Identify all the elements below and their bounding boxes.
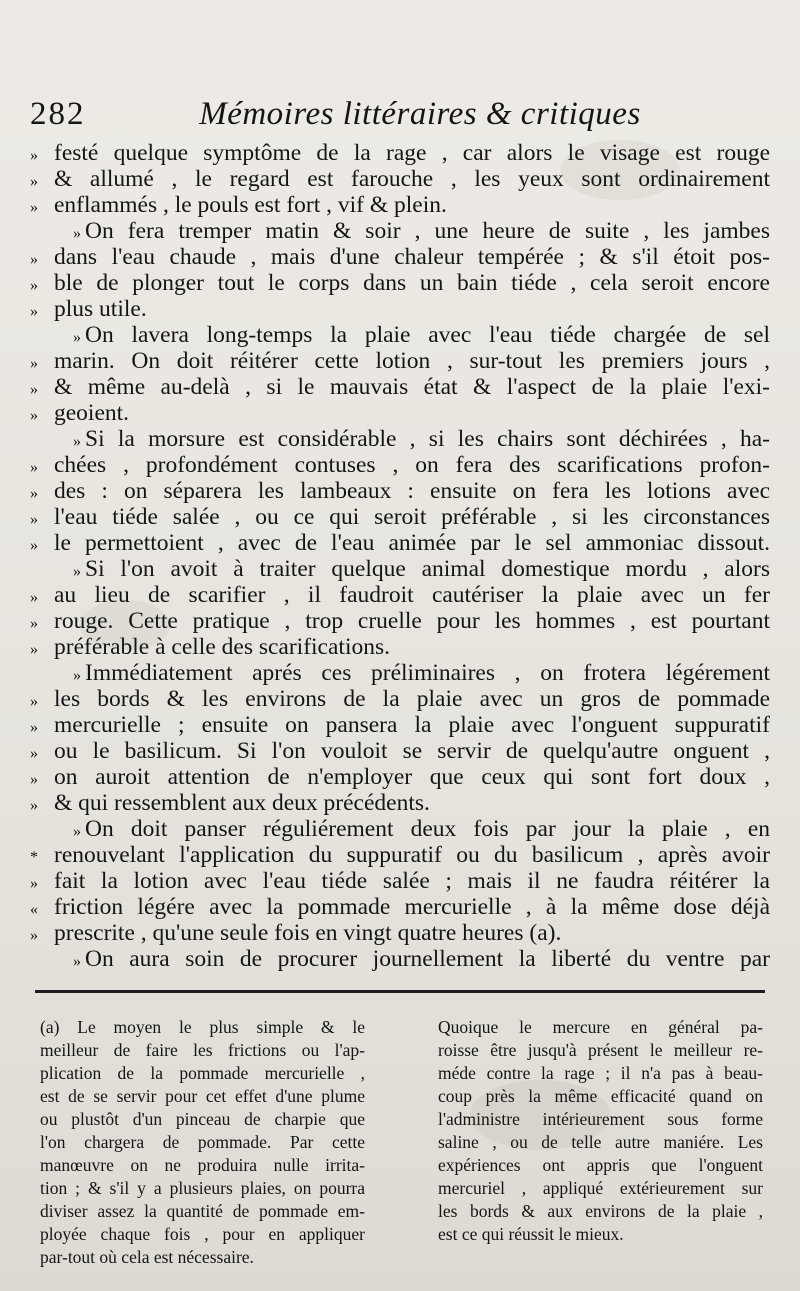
text-line [30,426,770,452]
footnote-line: mercuriel , appliqué extérieurement sur [438,1178,763,1198]
quote-mark: » [73,329,81,346]
text-line [30,582,770,608]
text-line [30,712,770,738]
quote-mark: » [30,927,38,944]
footnote-left-column [40,1016,365,1269]
quote-mark: » [30,459,38,476]
footnote-line: coup près la même efficacité quand on [438,1086,763,1106]
line-text: On doit panser réguliérement deux fois par jour la plaie , en [85,816,770,842]
line-text: & qui ressemblent aux deux précédents. [54,790,430,816]
quote-mark: » [73,433,81,450]
quote-mark: » [73,563,81,580]
text-line [30,192,770,218]
quote-mark: » [30,745,38,762]
text-line [30,920,770,946]
footnote-line: méde contre la rage ; il n'a pas à beau- [438,1063,763,1083]
text-line [30,634,770,660]
text-line [30,530,770,556]
quote-mark: » [73,823,81,840]
quote-mark: » [30,875,38,892]
footnote-line: tion ; & s'il y a plusieurs plaies, on pourra [40,1178,365,1198]
footnote-rule [35,990,765,993]
text-line [30,218,770,244]
quote-mark: » [30,407,38,424]
footnote-line: l'administre intérieurement sous forme [438,1109,763,1129]
quote-mark: « [30,901,38,918]
line-text: & allumé , le regard est farouche , les yeux sont ordinairement [54,166,770,192]
line-text: chées , profondément contuses , on fera des scarifications profon- [54,452,770,478]
text-line [30,270,770,296]
line-text: au lieu de scarifier , il faudroit cautériser la plaie avec un fer [54,582,770,608]
text-line [30,842,770,868]
text-line [30,738,770,764]
quote-mark: » [30,771,38,788]
text-line [30,686,770,712]
text-line [30,946,770,972]
line-text: ble de plonger tout le corps dans un bain tiéde , cela seroit encore [54,270,770,296]
quote-mark: » [30,693,38,710]
line-text: marin. On doit réitérer cette lotion , sur-tout les premiers jours , [54,348,770,374]
line-text: on auroit attention de n'employer que ceux qui sont fort doux , [54,764,770,790]
line-text: Si l'on avoit à traiter quelque animal domestique mordu , alors [85,556,770,582]
line-text: préférable à celle des scarifications. [54,634,390,660]
text-line [30,452,770,478]
quote-mark: » [30,615,38,632]
text-line [30,296,770,322]
footnote-line: ou plustôt d'un pinceau de charpie que [40,1109,365,1129]
line-text: renouvelant l'application du suppuratif ou du basilicum , après avoir [54,842,770,868]
text-line [30,322,770,348]
line-text: mercurielle ; ensuite on pansera la plaie avec l'onguent suppuratif [54,712,770,738]
line-text: fait la lotion avec l'eau tiéde salée ; mais il ne faudra réitérer la [54,868,770,894]
quote-mark: » [73,667,81,684]
quote-mark: » [73,225,81,242]
quote-mark: » [73,953,81,970]
line-text: ou le basilicum. Si l'on vouloit se servir de quelqu'autre onguent , [54,738,770,764]
text-line [30,790,770,816]
page-number: 282 [30,96,86,132]
line-text: dans l'eau chaude , mais d'une chaleur tempérée ; & s'il étoit pos- [54,244,770,270]
page-header [30,96,770,142]
footnote-line: (a) Le moyen le plus simple & le [40,1017,365,1037]
quote-mark: » [30,173,38,190]
text-line [30,816,770,842]
line-text: geoient. [54,400,130,426]
line-text: le permettoient , avec de l'eau animée par le sel ammoniac dissout. [54,530,770,556]
line-text: des : on séparera les lambeaux : ensuite on fera les lotions avec [54,478,770,504]
footnote-line: l'on chargera de pommade. Par cette [40,1132,365,1152]
quote-mark: » [30,797,38,814]
text-line [30,608,770,634]
footnote-line: expériences ont appris que l'onguent [438,1155,763,1175]
line-text: plus utile. [54,296,147,322]
line-text: Si la morsure est considérable , si les chairs sont déchirées , ha- [85,426,770,452]
footnote-line: Quoique le mercure en général pa- [438,1017,763,1037]
footnote-line: roisse être jusqu'à présent le meilleur re- [438,1040,763,1060]
footnote-right-column [438,1016,763,1246]
text-line [30,660,770,686]
quote-mark: » [30,277,38,294]
text-line [30,400,770,426]
footnote-line: diviser assez la quantité de pommade em- [40,1201,365,1221]
line-text: l'eau tiéde salée , ou ce qui seroit préférable , si les circonstances [54,504,770,530]
footnote-line: plication de la pommade mercurielle , [40,1063,365,1083]
footnote-line: ployée chaque fois , pour en appliquer [40,1224,365,1244]
quote-mark: » [30,303,38,320]
line-text: On fera tremper matin & soir , une heure de suite , les jambes [85,218,770,244]
text-line [30,868,770,894]
quote-mark: » [30,511,38,528]
quote-mark: » [30,589,38,606]
line-text: festé quelque symptôme de la rage , car alors le visage est rouge [54,140,770,166]
quote-mark: » [30,485,38,502]
footnote-line: est ce qui réussit le mieux. [438,1224,624,1244]
footnotes [40,1016,768,1267]
footnote-line: est de se servir pour cet effet d'une plume [40,1086,365,1106]
text-line [30,478,770,504]
line-text: On aura soin de procurer journellement la liberté du ventre par [85,946,770,972]
text-line [30,166,770,192]
quote-mark: » [30,537,38,554]
line-text: & même au-delà , si le mauvais état & l'aspect de la plaie l'exi- [54,374,770,400]
text-line [30,556,770,582]
line-text: rouge. Cette pratique , trop cruelle pour les hommes , est pourtant [54,608,770,634]
line-text: Immédiatement aprés ces préliminaires , on frotera légérement [85,660,770,686]
body-text [30,140,770,972]
footnote-line: saline , ou de telle autre maniére. Les [438,1132,763,1152]
footnote-line: les bords & aux environs de la plaie , [438,1201,763,1221]
quote-mark: » [30,641,38,658]
quote-mark: » [30,355,38,372]
quote-mark: » [30,147,38,164]
text-line [30,348,770,374]
line-text: friction légére avec la pommade mercurielle , à la même dose déjà [54,894,770,920]
text-line [30,244,770,270]
text-line [30,140,770,166]
footnote-line: manœuvre on ne produira nulle irrita- [40,1155,365,1175]
footnote-line: meilleur de faire les frictions ou l'ap- [40,1040,365,1060]
quote-mark: » [30,719,38,736]
line-text: prescrite , qu'une seule fois en vingt quatre heures (a). [54,920,562,946]
quote-mark: » [30,199,38,216]
footnote-line: par-tout où cela est nécessaire. [40,1247,254,1267]
running-title: Mémoires littéraires & critiques [199,96,641,132]
quote-mark: » [30,251,38,268]
line-text: les bords & les environs de la plaie avec un gros de pommade [54,686,770,712]
line-text: On lavera long-temps la plaie avec l'eau tiéde chargée de sel [85,322,770,348]
line-text: enflammés , le pouls est fort , vif & plein. [54,192,447,218]
quote-mark: » [30,381,38,398]
quote-mark: * [30,849,38,866]
text-line [30,764,770,790]
text-line [30,504,770,530]
text-line [30,894,770,920]
text-line [30,374,770,400]
